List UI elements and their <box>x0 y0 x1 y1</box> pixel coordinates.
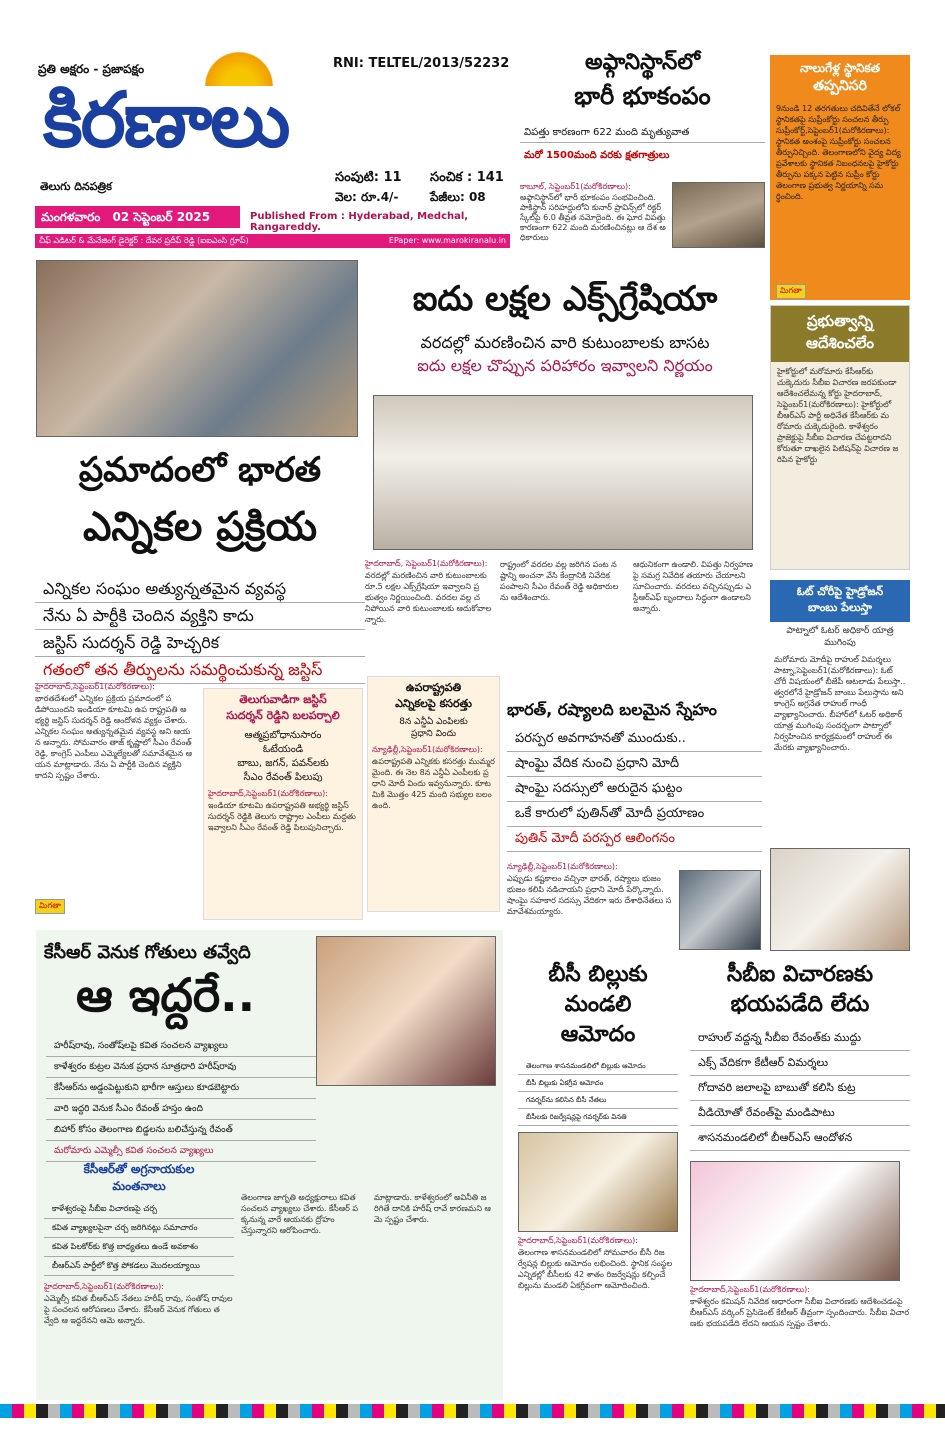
russia-bullet-4: ఒకే కారులో పుతిన్‌తో మోదీ ప్రయాణం <box>507 802 762 827</box>
telugu-head-1: తెలుగువాడిగా జస్టిస్ <box>239 693 327 706</box>
bc-bullet-4: బీసీలకు రిజర్వేషన్లపై గవర్నర్‌కు వినతి <box>518 1109 678 1126</box>
exgratia-col-2: రాష్ట్రంలో వరదల వల్ల జరిగిన పంట నష్టాన్ని అంచనా వేసి కేంద్రానికి నివేదిక పంపాలని సీఎం రేవంత్ రెడ్డి అధికారులను ఆదేశించారు. <box>500 560 619 602</box>
cbi-bullet-4: వీడియోతో రేవంత్‌పై మండిపాటు <box>690 1101 910 1126</box>
kavitha-sub-bullet-1: కాళేశ్వరంపై సీబీఐ విచారణపై చర్చ <box>44 1200 234 1219</box>
side-box-2 <box>770 305 910 570</box>
side1-more[interactable]: మిగతా <box>776 284 806 299</box>
kavitha-sub-bullet-4: బీఆర్ఎస్ పార్టీలో కొత్త పోకడలు మొదలయ్యాయి <box>44 1257 234 1276</box>
kavitha-bullet-3: కేసీఆర్‌ను అడ్డంపెట్టుకుని భారీగా ఆస్తులు కూడబెట్టారు <box>46 1078 316 1099</box>
vp-body: ఉపరాష్ట్రపతి ఎన్నికకు కసరత్తు ముమ్మరమైంది. ఈ నెల 8న ఎన్డీఏ ఎంపీలకు ప్రధాని మోదీ విందు ఇవ్వనున్నారు. కూటమికి మొత్తం 425 మంది సభ్యుల బలం ఉంది. <box>372 757 495 810</box>
russia-story <box>507 700 762 950</box>
vp-head-1: ఉపరాష్ట్రపతి <box>405 681 462 694</box>
bc-body: తెలంగాణ శాసనమండలిలో సోమవారం బీసీ రిజర్వేషన్ల బిల్లుకు ఆమోదం లభించింది. స్థానిక సంస్థల ఎన్నికల్లో బీసీలకు 42 శాతం రిజర్వేషన్లు కల్పించే బిల్లును మండలి ఏకగ్రీవంగా ఆమోదించింది. <box>518 1248 673 1290</box>
exgratia-dateline: హైదరాబాద్, సెప్టెంబర్1(మరోకిరణాలు): <box>365 559 488 568</box>
democracy-text <box>35 682 195 914</box>
democracy-bullet-4: గతంలో తన తీర్పులను సమర్థించుకున్న జస్టిస్ <box>35 657 365 684</box>
cbi-title-1: సీబీఐ విచారణకు <box>726 962 874 987</box>
russia-body: ఎప్పుడు కష్టకాలం వచ్చినా భారత్, రష్యాలు భుజం భుజం కలిపి నడిచాయని ప్రధాని మోదీ పేర్కొన్నారు. షాంఘై సహకార సదస్సు వేదికగా ఇరు దేశాధినేతలు సమావేశమయ్యారు. <box>507 874 672 916</box>
afghan-dateline: కాబూల్, సెప్టెంబర్1(మరోకిరణాలు): <box>520 182 631 191</box>
exgratia-col-1: వరదల్లో మరణించిన వారి కుటుంబాలకు రూ.5 లక్షల ఎక్స్‌గ్రేషియా ఇవ్వాలని ప్రభుత్వం నిర్ణయించింది. వరదల వల్ల చనిపోయిన వారి కుటుంబాలకు ఆదుకోవాలన్నారు. <box>365 571 492 624</box>
kavitha-bullet-4: వారి ఇద్దరి వెనుక సీఎం రేవంత్ హస్తం ఉంది <box>46 1099 316 1120</box>
bc-bullet-3: గవర్నర్‌ను కలిసిన బీసీ నేతలు <box>518 1092 678 1109</box>
side3-sub: పాట్నాలో ఓటర్ అధికార్ యాత్ర ముగింపు <box>786 626 894 648</box>
masthead-volume: సంపుటి: 11 <box>335 170 402 185</box>
kavitha-sub-box <box>44 1162 234 1368</box>
kavitha-col-1: ఎమ్మెల్సీ కవిత బీఆర్ఎస్ నేతలు హరీష్ రావు, సంతోష్ రావులపై సంచలన ఆరోపణలు చేశారు. కేసీఆర్ వెనుక గోతులు తవ్వేది ఆ ఇద్దరేనని ఆమె అన్నారు. <box>44 1294 233 1325</box>
side3-head-bar <box>770 580 910 622</box>
bc-story <box>518 962 678 1402</box>
democracy-bullet-2: నేను ఏ పార్టీకి చెందిన వ్యక్తిని కాదు <box>35 603 365 630</box>
vp-line-1: 8న ఎన్డీఏ ఎంపిలకు <box>399 717 468 727</box>
afghan-text <box>520 182 668 245</box>
cbi-title-2: భయపడేది లేదు <box>730 992 870 1017</box>
side2-head-1: ప్రభుత్వాన్ని <box>806 312 873 330</box>
meeting-photo <box>373 395 753 550</box>
side3-head-2: బాంబు పేలుస్తా <box>808 601 872 614</box>
afghan-bullet-2: మరో 1500మంది వరకు క్షతగాత్రులు <box>524 150 670 161</box>
kavitha-col-3: మాట్లాడారు. కాళేశ్వరంలో అవినీతి జరిగితే దానికి హరీష్ రావే కారణమని ఆమె స్పష్టం చేశారు. <box>374 1193 491 1224</box>
telugu-line-1: ఆత్మప్రబోధానుసారం <box>244 730 322 741</box>
telugu-line-4: సీఎం రేవంత్ పిలుపు <box>243 772 323 783</box>
masthead-pages: పేజీలు: 08 <box>430 190 486 204</box>
cbi-story <box>690 962 910 1402</box>
exgratia-sub-1: వరదల్లో మరణించిన వారి కుటుంబాలకు బాసట <box>420 333 710 352</box>
cbi-dateline: హైదరాబాద్,సెప్టెంబర్1(మరోకిరణాలు): <box>690 1285 810 1294</box>
kavitha-story <box>36 930 503 1400</box>
afghan-title-1: అఫ్గానిస్థాన్‌లో <box>584 50 701 75</box>
exgratia-story <box>365 275 765 695</box>
vp-head-2: ఎన్నికలపై కసరత్తు <box>395 697 472 710</box>
editor-bar <box>35 234 510 248</box>
kavitha-dateline: హైదరాబాద్,సెప్టెంబర్1(మరోకిరణాలు): <box>44 1282 164 1291</box>
telugu-head-2: సుదర్శన్ రెడ్డిని బలపర్చాలి <box>226 709 340 722</box>
russia-bullet-3: షాంఘై సదస్సులో అరుదైన ఘట్టం <box>507 777 762 802</box>
democracy-body: భారతదేశంలో ఎన్నికల ప్రక్రియ ప్రమాదంలో పడిపోయిందని ఇండియా కూటమి ఉప రాష్ట్రపతి అభ్యర్థి జస్టిస్ సుదర్శన్ రెడ్డి ఆందోళన వ్యక్తం చేశారు. ఎన్నికల సంఘం అత్యున్నతమైన వ్యవస్థ అని ఆయన అన్నారు. సోమవారం తాజ్ కృష్ణాలో సీఎం రేవంత్ రెడ్డి, కాంగ్రెస్ ఎంపీలు ఎమ్మెల్యేలతో సమావేశమైన ఆయన మాట్లాడారు. నేను ఏ పార్టీకి చెందిన వ్యక్తిని కాదని స్పష్టం చేశారు. <box>35 694 193 780</box>
russia-bullet-1: పరస్పర అవగాహనతో ముందుకు.. <box>507 727 762 752</box>
masthead-subtitle: తెలుగు దినపత్రిక <box>40 180 112 193</box>
kavitha-head: కేసీఆర్ వెనుక గోతులు తవ్వేది <box>44 942 251 963</box>
masthead-editor: చీఫ్ ఎడిటర్ & మేనేజింగ్ డైరెక్టర్ : దేవర ప్రదీప్ రెడ్డి (ఐఐఎంసి గ్రూప్) <box>39 236 249 245</box>
conference-photo <box>36 260 358 437</box>
vp-line-2: ప్రధాని విందు <box>410 729 457 739</box>
cbi-bullet-3: గోదావరి జలాలపై బాబుతో కలిసి కుట్ర <box>690 1076 910 1101</box>
side3-body: మరోమారు మోదీపై రాహుల్ విమర్శలు పాట్నా,సెప్టెంబర్1(మరోకిరణాలు): ఓట్ చోరీ విషయంలో బీజేపీ ఆటలాడు పేలుస్తా.. త్వరలోనే హైడ్రోజన్ బాంబు పేలుస్తాను అని కాంగ్రెస్ అగ్రనేత రాహుల్ గాంధీ వ్యాఖ్యానించారు. బీహార్‌లో ఓటర్ అధికార్ యాత్ర ముగింపు సందర్భంగా పాట్నాలో నిర్వహించిన కార్యక్రమంలో రాహుల్ ఈ మేరకు వ్యాఖ్యానించారు. <box>774 655 906 752</box>
democracy-bullet-1: ఎన్నికల సంఘం అత్యున్నతమైన వ్యవస్థ <box>35 576 365 603</box>
telugu-line-2: ఓటేయండి <box>262 744 304 755</box>
masthead-tagline: ప్రతి అక్షరం - ప్రజాపక్షం <box>38 62 145 76</box>
russia-title: భారత్, రష్యాలది బలమైన స్నేహం <box>507 700 717 719</box>
side1-head-1: నాలుగేళ్ల స్థానికత <box>799 61 881 75</box>
cbi-bullet-2: ఎక్స్ వేదికగా కేటీఆర్ విమర్శలు <box>690 1051 910 1076</box>
bc-title-2: మండలి <box>564 992 632 1017</box>
kavitha-sub-bullet-2: కవిత వ్యాఖ్యలపైనా చర్చ జరిగినట్లు సమాచారం <box>44 1219 234 1238</box>
cbi-body: కాళేశ్వరం కమిషన్ నివేదిక ఆధారంగా సీబీఐ విచారణకు ఆదేశించడంపై బీఆర్ఎస్ వర్కింగ్ ప్రెసిడెంట్ కేటీఆర్ తీవ్రంగా స్పందించారు. సీబీఐ విచారణకు భయపడేది లేదని ఆయన స్పష్టం చేశారు. <box>690 1297 910 1328</box>
date-bar <box>35 206 240 228</box>
telugu-body: ఇండియా కూటమి ఉపరాష్ట్రపతి అభ్యర్థి జస్టిస్ సుదర్శన్ రెడ్డికి తెలుగు రాష్ట్రాల ఎంపీలు మద్దతు ఇవ్వాలని సీఎం రేవంత్ రెడ్డి పిలుపునిచ్చారు. <box>208 801 356 832</box>
afghan-body: అఫ్గానిస్థాన్‌లో భారీ భూకంపం సంభవించింది. పాకిస్థాన్ సరిహద్దులోని కునార్ ప్రావిన్స్‌లో రిక్టర్ స్కేల్‌పై 6.0 తీవ్రత నమోదైంది. ఈ ఘోర విపత్తు కారణంగా 622 మంది మరణించినట్లు ఆ దేశ అధికారులు <box>520 193 666 242</box>
masthead-logo: కిరణాలు <box>43 75 289 164</box>
masthead-date: 02 సెప్టెంబర్ 2025 <box>112 210 211 224</box>
kavitha-col-2: తెలంగాణ జాగృతి అధ్యక్షురాలు కవిత సంచలన వ్యాఖ్యలు చేశారు. కేసీఆర్ పక్కనున్న వారే ఆయనకు ద్రోహం చేస్తున్నారని ఆరోపించారు. <box>241 1193 359 1235</box>
kavitha-sub-bullet-3: కవిత పిలకోర్‌కు కొత్త బాధ్యతలు ఉండే అవకాశం <box>44 1238 234 1257</box>
democracy-more[interactable]: మిగతా <box>35 899 65 914</box>
masthead-issue: సంచిక : 141 <box>430 170 504 185</box>
kavitha-bullet-1: హరీష్‌రావు, సంతోష్‌లపై కవిత సంచలన వ్యాఖ్యలు <box>46 1036 316 1057</box>
exgratia-col-3: ఆధునికంగా ఉండాలి. విపత్తు నిర్వహణపై సమగ్ర నివేదిక తయారు చేయాలని సూచించారు. వరదలు వచ్చినప్పుడు ఎస్డీఆర్ఎఫ్ బృందాలు సిద్ధంగా ఉండాలని అన్నారు. <box>633 560 753 613</box>
kavitha-bullet-6: మరోమారు ఎమ్మెల్సీ కవిత సంచలన వ్యాఖ్యలు <box>46 1141 316 1162</box>
kavitha-bullets <box>46 1036 316 1162</box>
kavitha-bullet-2: కాళేశ్వరం కుట్రల వెనుక ప్రధాన సూత్రధారి హరీష్‌రావు <box>46 1057 316 1078</box>
democracy-dateline: హైదరాబాద్,సెప్టెంబర్1(మరోకిరణాలు): <box>35 682 155 691</box>
kavitha-photo <box>316 936 496 1086</box>
russia-text <box>507 862 675 935</box>
masthead-rni: RNI: TELTEL/2013/52232 <box>333 56 510 71</box>
side2-body: హైకోర్టులో మరోమారు కేసీఆర్‌కు చుక్కెదురు సీబీఐ విచారణ జరపకుండా ఆదేశించలేమన్న కోర్టు హైదరాబాద్,సెప్టెంబర్1(మరోకిరణాలు): హైకోర్టులో బీఆర్ఎస్ పార్టీ అధినేత కేసీఆర్‌కు మరోమారు చుక్కెదురైంది. కాళేశ్వరం ప్రాజెక్టుపై సీబీఐ విచారణ చేపట్టరాదని కోరుతూ దాఖలైన పిటిషన్‌పై విచారణ జరిపిన హైకోర్టు <box>777 367 899 464</box>
earthquake-photo <box>672 182 765 248</box>
afghan-bullet-1: విపత్తు కారణంగా 622 మంది మృత్యువాత <box>520 124 765 143</box>
kavitha-bullet-5: బిహార్ కోసం తెలంగాణ బిడ్డలను బలిచేస్తున్న రేవంత్ <box>46 1120 316 1141</box>
side2-head-bar <box>771 306 909 362</box>
afghan-title-2: భారీ భూకంపం <box>574 82 711 110</box>
exgratia-sub-2: ఐదు లక్షల చొప్పున పరిహారం ఇవ్వాలని నిర్ణయం <box>417 356 713 375</box>
kavitha-sub-2: మంతనాలు <box>112 1179 166 1193</box>
bc-title-1: బీసీ బిల్లుకు <box>548 962 648 987</box>
side1-body: 9నుండి 12 తరగతులు చదివితేనే లోకల్ స్థానికతపై సుప్రీంకోర్టు సంచలన తీర్పు సుప్రీంకోర్ట్,సెప్టెంబర్1(మరోకిరణాలు): స్థానికత అంశంపై సుప్రీంకోర్టు సంచలన తీర్పునిచ్చింది. తెలంగాణలోని వైద్య విద్య ప్రవేశాలకు స్థానికత నిబంధనలపై హైకోర్టు తీర్పును పక్కన పెట్టిన సుప్రీం కోర్టు తెలంగాణ ప్రభుత్వ నిర్ణయాన్ని సమర్థించింది. <box>776 104 901 201</box>
masthead-published: Published From : Hyderabad, Medchal, Rangareddy. <box>250 211 469 233</box>
exgratia-title: ఐదు లక్షల ఎక్స్‌గ్రేషియా <box>412 279 718 319</box>
exgratia-text <box>365 559 765 689</box>
masthead-price: వెల: రూ.4/- <box>335 190 399 204</box>
kavitha-sub-1: కేసీఆర్‌తో అగ్రనాయకుల <box>83 1162 195 1176</box>
afghan-story <box>520 50 765 250</box>
kavitha-big: ఆ ఇద్దరే.. <box>76 968 256 1022</box>
side1-head-2: తప్పనిసరి <box>813 78 867 94</box>
modi-putin-photo <box>679 870 761 950</box>
telugu-dateline: హైదరాబాద్,సెప్టెంబర్1(మరోకిరణాలు): <box>208 789 328 798</box>
vp-dateline: న్యూఢిల్లీ,సెప్టెంబర్1(మరోకిరణాలు): <box>372 745 483 754</box>
russia-bullet-5: పుతిన్ మోదీ పరస్పర ఆలింగనం <box>507 827 762 852</box>
governor-photo <box>518 1132 678 1232</box>
rahul-photo <box>770 848 910 951</box>
vp-box <box>367 676 500 912</box>
cbi-bullet-1: రాహుల్ వద్దన్న సీబీఐ రేవంత్‌కు ముద్దు <box>690 1026 910 1051</box>
democracy-title-1: ప్రమాదంలో భారత <box>78 450 322 490</box>
democracy-title-2: ఎన్నికల ప్రక్రియ <box>82 504 318 550</box>
cbi-bullet-5: శాసనమండలిలో బీఆర్ఎస్ ఆందోళన <box>690 1126 910 1151</box>
side-box-1 <box>770 55 910 300</box>
democracy-bullet-3: జస్టిస్ సుదర్శన్ రెడ్డి హెచ్చరిక <box>35 630 365 657</box>
russia-bullet-2: షాంఘై వేదిక నుంచి ప్రధాని మోదీ <box>507 752 762 777</box>
telugu-box <box>203 688 363 920</box>
registration-bar <box>0 1404 945 1418</box>
ktr-photo <box>690 1161 900 1281</box>
masthead-epaper[interactable]: EPaper: www.marokiranalu.in <box>388 236 506 245</box>
side3-head-1: ఓట్ చోరీపై హైడ్రోజన్ <box>796 585 884 598</box>
bc-title-3: ఆమోదం <box>560 1022 636 1047</box>
masthead-day: మంగళవారం <box>41 210 101 224</box>
russia-dateline: న్యూఢిల్లీ,సెప్టెంబర్1(మరోకిరణాలు): <box>507 862 618 871</box>
bc-dateline: హైదరాబాద్,సెప్టెంబర్1(మరోకిరణాలు): <box>518 1236 638 1245</box>
side-box-3 <box>770 580 910 850</box>
telugu-line-3: బాబు, జగన్, పవన్‌లకు <box>237 758 329 769</box>
side2-head-2: ఆదేశించలేం <box>805 334 875 352</box>
bc-bullet-1: తెలంగాణ శాసనమండలిలో బిల్లుకు ఆమోదం <box>518 1058 678 1075</box>
masthead <box>35 40 510 260</box>
bc-bullet-2: బీసీ బిల్లుకు ఏకగ్రీవ ఆమోదం <box>518 1075 678 1092</box>
